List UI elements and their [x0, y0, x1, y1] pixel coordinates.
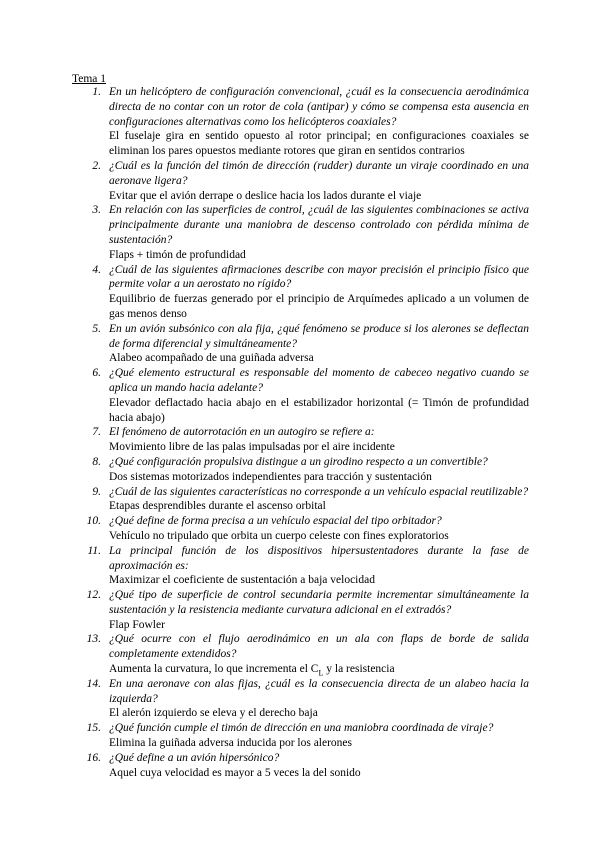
answer-text: El alerón izquierdo se eleva y el derecho baja	[109, 707, 318, 720]
question-text: ¿Qué función cumple el timón de dirección en una maniobra coordinada de viraje?	[109, 722, 494, 735]
answer-text: Dos sistemas motorizados independientes para tracción y sustentación	[109, 470, 432, 483]
item-number: 13.	[86, 633, 101, 646]
list-item	[72, 544, 529, 588]
item-number: 1.	[92, 86, 101, 98]
answer-text-end: y la resistencia	[323, 663, 395, 676]
question-text: En un helicóptero de configuración convencional, ¿cuál es la consecuencia aerodinámica directa de no contar con un rotor de cola (antipar) y cómo se compensa esta ausencia en configuraciones alternativas como los helicópteros coaxiales?	[109, 86, 529, 128]
answer-text: Aquel cuya velocidad es mayor a 5 veces la del sonido	[109, 766, 361, 779]
item-number: 10.	[86, 515, 101, 528]
question-list	[72, 85, 529, 780]
item-number: 15.	[86, 722, 101, 735]
list-item	[72, 425, 529, 455]
list-item	[72, 588, 529, 632]
list-item	[72, 632, 529, 676]
item-number: 5.	[92, 322, 101, 335]
answer-text: Equilibrio de fuerzas generado por el principio de Arquímedes aplicado a un volumen de gas menos denso	[109, 293, 529, 320]
item-number: 4.	[92, 263, 101, 276]
item-number: 8.	[92, 455, 101, 468]
document-title: Tema 1	[72, 73, 107, 85]
question-text: ¿Qué elemento estructural es responsable del momento de cabeceo negativo cuando se aplica un mando hacia adelante?	[109, 367, 529, 394]
answer-text: Alabeo acompañado de una guiñada adversa	[109, 352, 314, 365]
question-text: En un avión subsónico con ala fija, ¿qué fenómeno se produce si los alerones se deflectan de forma diferencial y simultáneamente?	[109, 322, 529, 350]
question-text: ¿Qué ocurre con el flujo aerodinámico en un ala con flaps de borde de salida completamente extendidos?	[109, 633, 529, 661]
question-text: ¿Cuál de las siguientes características no corresponde a un vehículo espacial reutilizable?	[109, 485, 529, 498]
question-text: ¿Qué tipo de superficie de control secundaria permite incrementar simultáneamente la sustentación y la resistencia mediante curvatura adicional en el extradós?	[109, 589, 529, 616]
list-item	[72, 455, 529, 485]
answer-text: Evitar que el avión derrape o deslice hacia los lados durante el viaje	[109, 189, 422, 202]
item-number: 12.	[86, 589, 101, 602]
answer-text: Elimina la guiñada adversa inducida por los alerones	[109, 737, 353, 750]
answer-text: Flaps + timón de profundidad	[109, 248, 246, 261]
answer-text: Movimiento libre de las palas impulsadas por el aire incidente	[109, 441, 395, 454]
answer-text	[109, 662, 529, 677]
list-item	[72, 159, 529, 203]
item-number: 2.	[92, 159, 101, 172]
item-number: 3.	[92, 204, 101, 217]
question-text: En una aeronave con alas fijas, ¿cuál es la consecuencia directa de un alabeo hacia la izquierda?	[109, 677, 529, 705]
list-item	[72, 721, 529, 751]
list-item	[72, 85, 529, 159]
item-number: 16.	[86, 751, 101, 764]
lift-coefficient-subscript: L	[318, 668, 324, 678]
question-text: ¿Qué configuración propulsiva distingue a un girodino respecto a un convertible?	[109, 455, 488, 468]
answer-text: Elevador deflactado hacia abajo en el estabilizador horizontal (= Timón de profundidad hacia abajo)	[109, 396, 529, 424]
list-item	[72, 263, 529, 322]
list-item	[72, 366, 529, 425]
answer-text: Flap Fowler	[109, 618, 165, 631]
item-number: 7.	[92, 426, 101, 439]
answer-text: Maximizar el coeficiente de sustentación a baja velocidad	[109, 574, 375, 587]
question-text: ¿Qué define a un avión hipersónico?	[109, 751, 280, 764]
question-text: ¿Qué define de forma precisa a un vehículo espacial del tipo orbitador?	[109, 515, 442, 528]
list-item	[72, 751, 529, 781]
answer-text: El fuselaje gira en sentido opuesto al rotor principal; en configuraciones coaxiales se eliminan los pares opuestos mediante rotores que giran en sentidos contrarios	[109, 130, 529, 158]
list-item	[72, 677, 529, 721]
answer-text: Vehículo no tripulado que orbita un cuerpo celeste con fines exploratorios	[109, 529, 449, 542]
item-number: 11.	[87, 544, 101, 557]
list-item	[72, 203, 529, 262]
list-item	[72, 514, 529, 544]
answer-text-start: Aumenta la curvatura, lo que incrementa el C	[109, 663, 319, 676]
item-number: 14.	[86, 677, 101, 690]
list-item	[72, 322, 529, 366]
answer-text: Etapas desprendibles durante el ascenso orbital	[109, 500, 326, 513]
question-text: ¿Cuál es la función del timón de dirección (rudder) durante un viraje coordinado en una aeronave ligera?	[109, 159, 529, 187]
question-text: El fenómeno de autorrotación en un autogiro se refiere a:	[109, 426, 375, 439]
question-text: ¿Cuál de las siguientes afirmaciones describe con mayor precisión el principio físico que permite volar a un aerostato no rígido?	[109, 263, 529, 291]
list-item	[72, 485, 529, 515]
item-number: 9.	[92, 485, 101, 498]
item-number: 6.	[92, 367, 101, 380]
question-text: En relación con las superficies de control, ¿cuál de las siguientes combinaciones se activa principalmente durante una maniobra de descenso controlado con pérdida mínima de sustentación?	[109, 204, 529, 246]
question-text: La principal función de los dispositivos hipersustentadores durante la fase de aproximación es:	[109, 544, 529, 572]
